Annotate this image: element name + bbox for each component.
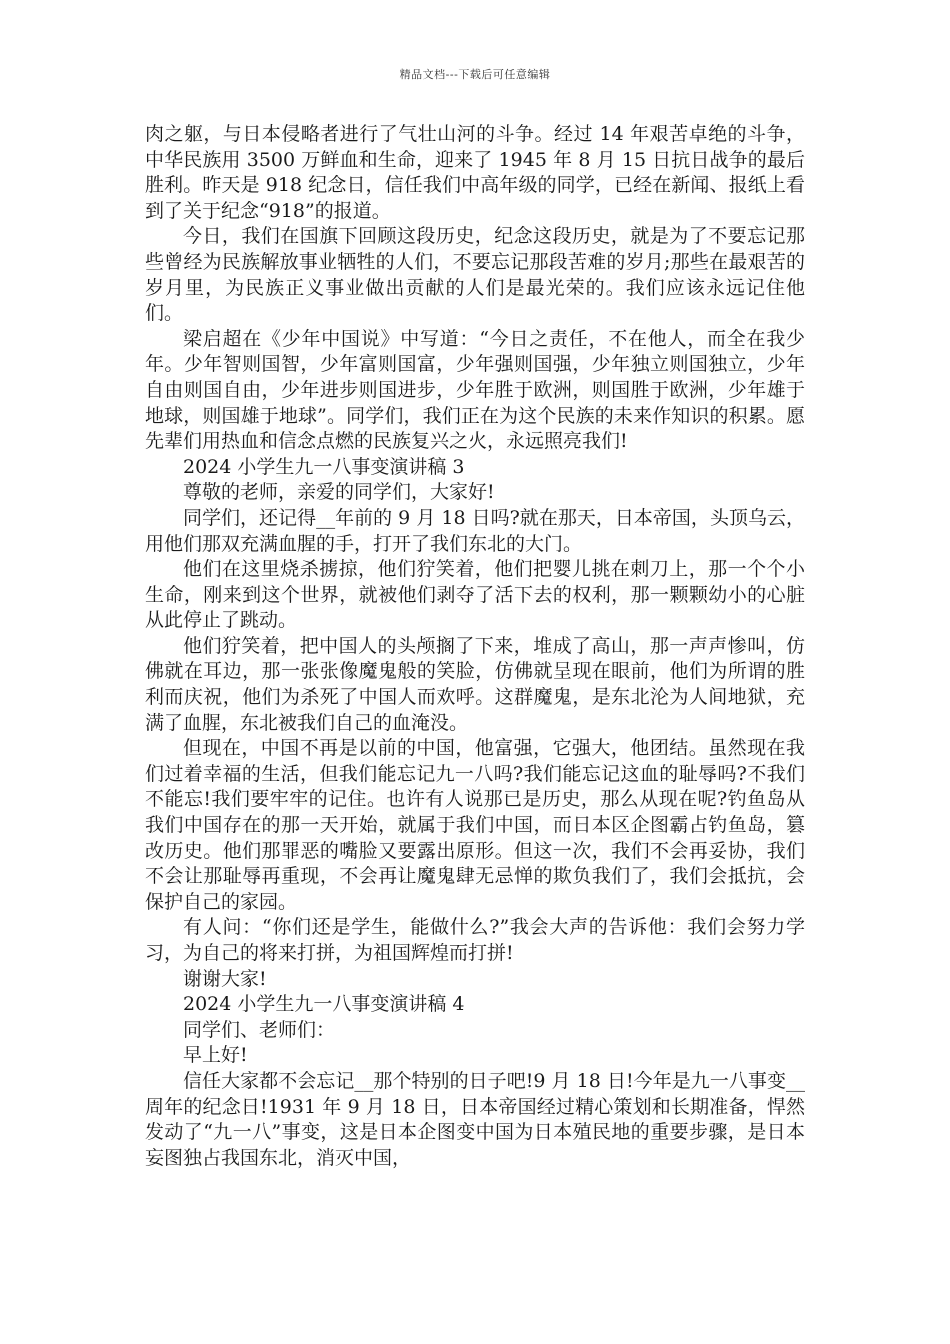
salutation: 尊敬的老师，亲爱的同学们，大家好! <box>183 481 495 504</box>
paragraph: 同学们，还记得__年前的 9 月 18 日吗?就在那天，日本帝国，头顶乌云，用他们那双充满血腥的手，打开了我们东北的大门。 <box>145 506 805 555</box>
greeting: 早上好! <box>183 1044 248 1067</box>
section-heading: 2024 小学生九一八事变演讲稿 4 <box>183 993 465 1016</box>
document-body <box>145 122 805 1171</box>
paragraph: 梁启超在《少年中国说》中写道：“今日之责任，不在他人，而全在我少年。少年智则国智，少年富则国富，少年强则国强，少年独立则国独立，少年自由则国自由，少年进步则国进步，少年胜于欧洲，则国胜于欧洲，少年雄于地球，则国雄于地球”。同学们，我们正在为这个民族的未来作知识的积累。愿先辈们用热血和信念点燃的民族复兴之火，永远照亮我们! <box>145 327 805 453</box>
paragraph: 肉之躯，与日本侵略者进行了气壮山河的斗争。经过 14 年艰苦卓绝的斗争，中华民族用 3500 万鲜血和生命，迎来了 1945 年 8 月 15 日抗日战争的最后胜利。昨天是 918 纪念日，信任我们中高年级的同学，已经在新闻、报纸上看到了关于纪念“918”的报道。 <box>145 123 805 222</box>
paragraph: 有人问：“你们还是学生，能做什么?”我会大声的告诉他：我们会努力学习，为自己的将来打拼，为祖国辉煌而打拼! <box>145 916 805 964</box>
salutation: 同学们、老师们： <box>183 1018 336 1041</box>
paragraph: 信任大家都不会忘记__那个特别的日子吧!9 月 18 日!今年是九一八事变__周年的纪念日!1931 年 9 月 18 日，日本帝国经过精心策划和长期准备，悍然发动了“九一八”事变，这是日本企图变中国为日本殖民地的重要步骤，是日本妄图独占我国东北，消灭中国， <box>145 1069 805 1169</box>
closing-line: 谢谢大家! <box>183 967 267 990</box>
paragraph: 他们狞笑着，把中国人的头颅搁了下来，堆成了高山，那一声声惨叫，仿佛就在耳边，那一张张像魔鬼般的笑脸，仿佛就呈现在眼前，他们为所谓的胜利而庆祝，他们为杀死了中国人而欢呼。这群魔鬼，是东北沦为人间地狱，充满了血腥，东北被我们自己的血淹没。 <box>145 634 805 734</box>
section-heading: 2024 小学生九一八事变演讲稿 3 <box>183 455 465 478</box>
page-header: 精品文档---下载后可任意编辑 <box>399 68 551 81</box>
paragraph: 他们在这里烧杀掳掠，他们狞笑着，他们把婴儿挑在刺刀上，那一个个小生命，刚来到这个世界，就被他们剥夺了活下去的权利，那一颗颗幼小的心脏从此停止了跳动。 <box>145 558 805 632</box>
paragraph: 但现在，中国不再是以前的中国，他富强，它强大，他团结。虽然现在我们过着幸福的生活，但我们能忘记九一八吗?我们能忘记这血的耻辱吗?不我们不能忘!我们要牢牢的记住。也许有人说那已是历史，那么从现在呢?钓鱼岛从我们中国存在的那一天开始，就属于我们中国，而日本区企图霸占钓鱼岛，篡改历史。他们那罪恶的嘴脸又要露出原形。但这一次，我们不会再妥协，我们不会让那耻辱再重现，不会再让魔鬼肆无忌惮的欺负我们了，我们会抵抗，会保护自己的家园。 <box>145 737 805 913</box>
paragraph: 今日，我们在国旗下回顾这段历史，纪念这段历史，就是为了不要忘记那些曾经为民族解放事业牺牲的人们，不要忘记那段苦难的岁月;那些在最艰苦的岁月里，为民族正义事业做出贡献的人们是最光荣的。我们应该永远记住他们。 <box>145 225 805 325</box>
